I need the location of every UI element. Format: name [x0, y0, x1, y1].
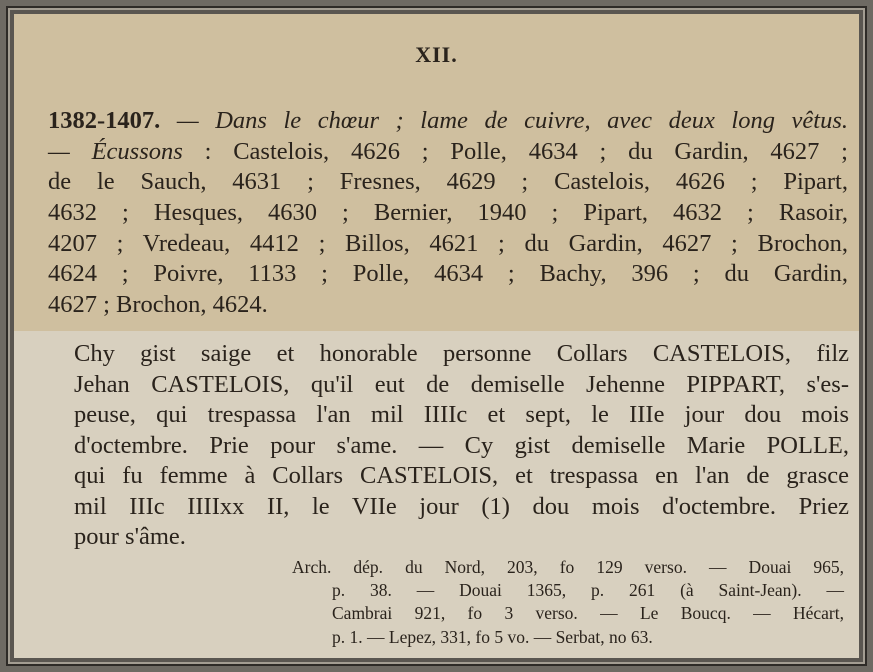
entry-line-2	[48, 137, 848, 168]
entry-location: — Dans le chœur ; lame de cuivre, avec deux long vêtus.	[160, 107, 848, 134]
inscription-line: Jehan CASTELOIS, qu'il eut de demiselle Jehenne PIPPART, s'es-	[74, 370, 849, 398]
inscription-line: d'octembre. Prie pour s'ame. — Cy gist demiselle Marie POLLE,	[74, 431, 849, 459]
entry-date: 1382-1407.	[48, 107, 161, 134]
entry-line-3: de le Sauch, 4631 ; Fresnes, 4629 ; Castelois, 4626 ; Pipart,	[48, 168, 848, 196]
section-number: XII.	[415, 42, 458, 67]
inscription-text	[74, 339, 849, 553]
reference-line: p. 1. — Lepez, 331, fo 5 vo. — Serbat, no 63.	[332, 626, 653, 647]
entry-line-4: 4632 ; Hesques, 4630 ; Bernier, 1940 ; Pipart, 4632 ; Rasoir,	[48, 199, 848, 227]
entry-line-5: 4207 ; Vredeau, 4412 ; Billos, 4621 ; du Gardin, 4627 ; Brochon,	[48, 229, 848, 257]
escutcheons-text: : Castelois, 4626 ; Polle, 4634 ; du Gardin, 4627 ;	[182, 137, 848, 165]
escutcheons-label: — Écussons	[48, 137, 183, 165]
source-references	[292, 556, 844, 649]
entry-line-1	[48, 106, 848, 137]
inscription-line: qui fu femme à Collars CASTELOIS, et trespassa en l'an de grasce	[74, 462, 849, 489]
inscription-line: peuse, qui trespassa l'an mil IIIIc et sept, le IIIe jour dou mois	[74, 401, 849, 428]
reference-line: p. 38. — Douai 1365, p. 261 (à Saint-Jean). —	[332, 580, 844, 601]
inscription-line: pour s'âme.	[74, 523, 186, 550]
inscription-line: mil IIIc IIIIxx II, le VIIe jour (1) dou mois d'octembre. Priez	[74, 492, 849, 520]
reference-line: Cambrai 921, fo 3 verso. — Le Boucq. — Hécart,	[332, 603, 844, 624]
heraldry-entry	[48, 106, 848, 321]
entry-line-6: 4624 ; Poivre, 1133 ; Polle, 4634 ; Bachy, 396 ; du Gardin,	[48, 260, 848, 288]
entry-line-7: 4627 ; Brochon, 4624.	[48, 291, 268, 319]
page-paper	[14, 14, 859, 658]
inscription-line: Chy gist saige et honorable personne Collars CASTELOIS, filz	[74, 340, 849, 367]
reference-line: Arch. dép. du Nord, 203, fo 129 verso. — Douai 965,	[292, 557, 844, 577]
